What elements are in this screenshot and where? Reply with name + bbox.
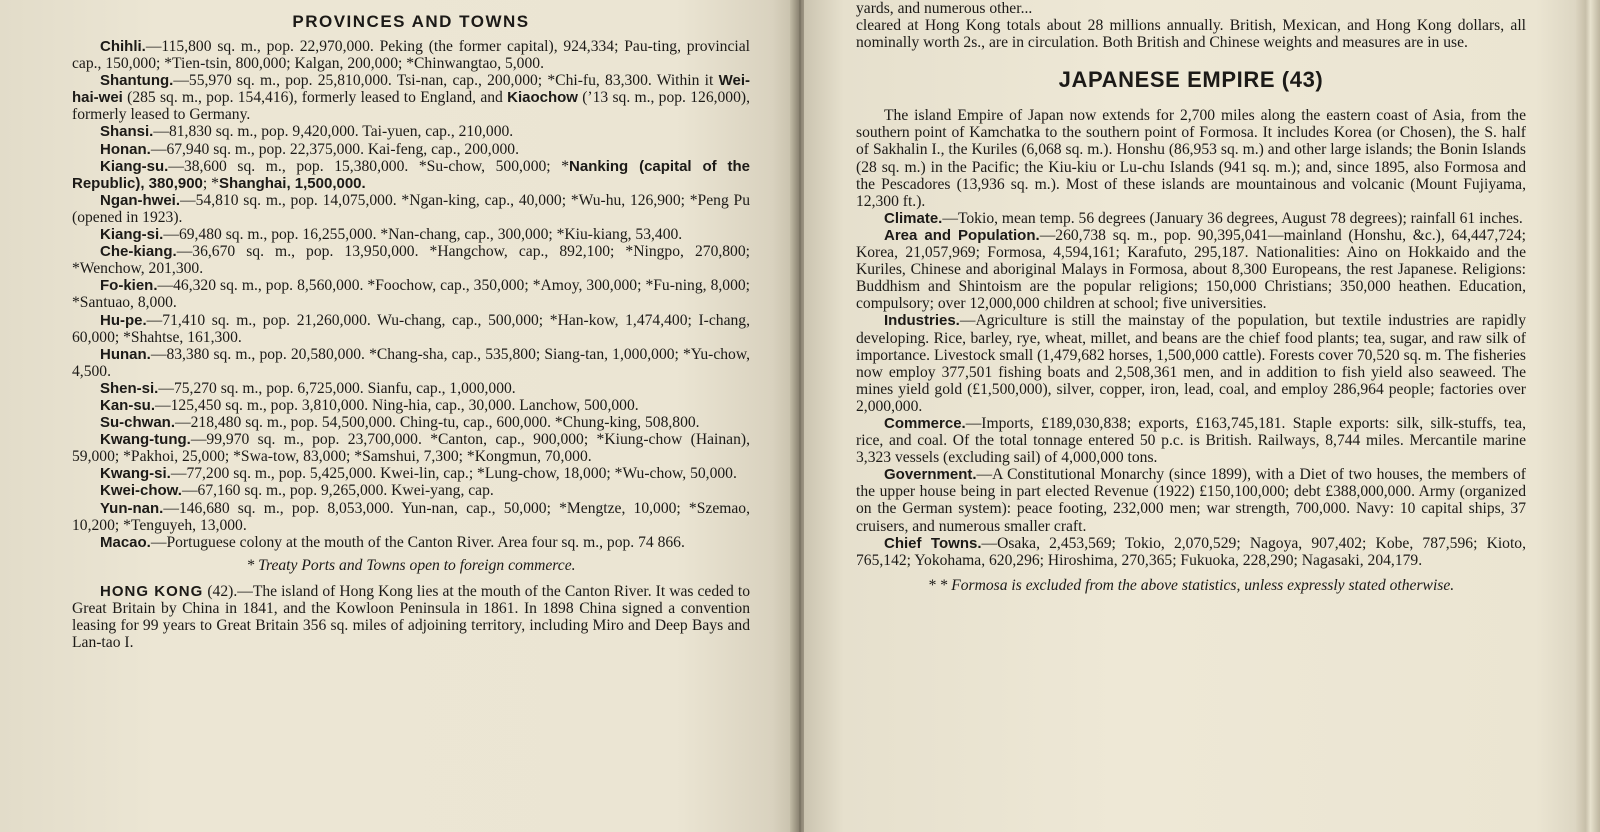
formosa-footnote: * * Formosa is excluded from the above statistics, unless expressly stated otherwise. bbox=[927, 576, 1455, 594]
province-entry: Kwang-tung.—99,970 sq. m., pop. 23,700,000. *Canton, cap., 900,000; *Kiung-chow (Hainan), 59,000; *Pakhoi, 25,000; *Swa-tow, 83,000; *Samshui, 7,300; *Kongmun, 70,000. bbox=[72, 431, 750, 466]
province-entry: Shansi.—81,830 sq. m., pop. 9,420,000. Tai-yuen, cap., 210,000. bbox=[100, 123, 514, 141]
right-page bbox=[804, 0, 1600, 832]
section-climate: Climate.—Tokio, mean temp. 56 degrees (January 36 degrees, August 78 degrees); rainfall 61 inches. bbox=[884, 209, 1523, 227]
province-entry: Kwang-si.—77,200 sq. m., pop. 5,425,000. Kwei-lin, cap.; *Lung-chow, 18,000; *Wu-chow, 50,000. bbox=[100, 465, 737, 483]
cut-off-top-line: yards, and numerous other... bbox=[856, 0, 1033, 17]
hong-kong-entry: HONG KONG (42).—The island of Hong Kong lies at the mouth of the Canton River. It was ceded to Great Britain by China in 1841, and the Kowloon Peninsula in 1861. In 1898 China signed a convention leasing for 99 years to Great Britain 356 sq. miles of adjoining territory, including Miro and Deep Bays and Lan-tao I. bbox=[72, 582, 751, 652]
japan-intro: The island Empire of Japan now extends for 2,700 miles along the eastern coast of Asia, from the southern point of Kamchatka to the southern point of Formosa. It includes Korea (or Chosen), the S. half of Sakhalin I., the Kuriles (6,068 sq. m.). Honshu (86,953 sq. m.) and other large islands; the Bonin Islands (28 sq. m.) in the Pacific; the Kiu-kiu or Lu-chu Islands (941 sq. m.); and, since 1895, also Formosa and the Pescadores (13,936 sq. m.). Most of these islands are mountainous and volcanic (Mount Fujiyama, 12,300 ft.). bbox=[856, 107, 1526, 210]
province-entry: Shantung.—55,970 sq. m., pop. 25,810,000. Tsi-nan, cap., 200,000; *Chi-fu, 83,300. Within it Wei-hai-wei (285 sq. m., pop. 154,416), formerly leased to England, and Kiaochow (’13 sq. m., pop. 126,000), formerly leased to Germany. bbox=[72, 72, 750, 124]
province-list bbox=[72, 38, 750, 551]
province-entry: Ngan-hwei.—54,810 sq. m., pop. 14,075,000. *Ngan-king, cap., 40,000; *Wu-hu, 126,900; *Peng Pu (opened in 1923). bbox=[72, 191, 750, 226]
section-chief-towns: Chief Towns.—Osaka, 2,453,569; Tokio, 2,070,529; Nagoya, 907,402; Kobe, 787,596; Kioto, 765,142; Yokohama, 620,296; Hiroshima, 270,365; Fukuoka, 228,290; Nagasaki, 204,179. bbox=[856, 534, 1526, 569]
province-entry: Macao.—Portuguese colony at the mouth of the Canton River. Area four sq. m., pop. 74 866. bbox=[100, 533, 685, 551]
hong-kong-continuation: cleared at Hong Kong totals about 28 millions annually. British, Mexican, and Hong Kong dollars, all nominally worth 2s., are in circulation. Both British and Chinese weights and measures are in use. bbox=[856, 17, 1526, 52]
province-entry: Kiang-su.—38,600 sq. m., pop. 15,380,000. *Su-chow, 500,000; *Nanking (capital of the Republic), 380,900; *Shanghai, 1,500,000. bbox=[72, 157, 750, 192]
section-commerce: Commerce.—Imports, £189,030,838; exports, £163,745,181. Staple exports: silk, silk-stuffs, tea, rice, and coal. Of the total tonnage entered 50 p.c. is British. Railways, 8,744 miles. Mercantile marine 3,323 vessels (excluding sail) of 4,000,000 tons. bbox=[856, 414, 1526, 467]
section-area-population: Area and Population.—260,738 sq. m., pop. 90,395,041—mainland (Honshu, &c.), 64,447,724; Korea, 21,057,969; Formosa, 4,594,161; Karafuto, 295,187. Nationalities: Aino on Hokkaido and the Kuriles, Chinese and aboriginal Malays in Formosa, about 8,300 Europeans, the rest Japanese. Religions: Buddhism and Shintoism are the popular religions; 150,000 Christians; 350,000 heathen. Education, compulsory; over 12,000,000 children at school; five universities. bbox=[856, 226, 1526, 313]
province-entry: Honan.—67,940 sq. m., pop. 22,375,000. Kai-feng, cap., 200,000. bbox=[100, 140, 519, 158]
province-entry: Kiang-si.—69,480 sq. m., pop. 16,255,000. *Nan-chang, cap., 300,000; *Kiu-kiang, 53,400. bbox=[100, 226, 683, 244]
section-government: Government.—A Constitutional Monarchy (since 1899), with a Diet of two houses, the members of the upper house being in part elected Revenue (1922) £150,100,000; debt £388,000,000. Army (organized on the German system): peace footing, 232,000 men; war strength, 700,000. Navy: 10 capital ships, 37 cruisers, and numerous smaller craft. bbox=[856, 466, 1526, 535]
treaty-ports-footnote: * Treaty Ports and Towns open to foreign commerce. bbox=[246, 556, 576, 574]
province-entry: Che-kiang.—36,670 sq. m., pop. 13,950,000. *Hangchow, cap., 892,100; *Ningpo, 270,800; *Wenchow, 201,300. bbox=[72, 243, 750, 278]
province-entry: Kwei-chow.—67,160 sq. m., pop. 9,265,000. Kwei-yang, cap. bbox=[100, 482, 494, 500]
left-page bbox=[0, 0, 796, 832]
provinces-heading: PROVINCES AND TOWNS bbox=[292, 12, 530, 31]
section-industries: Industries.—Agriculture is still the mainstay of the population, but textile industries are rapidly developing. Rice, barley, rye, wheat, millet, and beans are the chief food plants; tea, sugar, and raw silk of importance. Livestock small (1,479,682 horses, 1,500,000 cattle). Forests cover 70,520 sq. m. The fisheries now employ 377,501 fishing boats and 2,508,361 men, and in addition to fish yield also seaweed. The mines yield gold (£1,500,000), silver, copper, iron, lead, coal, and employ 286,964 people; factories over 2,000,000. bbox=[856, 312, 1526, 415]
province-entry: Fo-kien.—46,320 sq. m., pop. 8,560,000. *Foochow, cap., 350,000; *Amoy, 300,000; *Fu-ning, 8,000; *Santuao, 8,000. bbox=[72, 277, 750, 312]
japan-sections bbox=[856, 210, 1526, 569]
province-entry: Su-chwan.—218,480 sq. m., pop. 54,500,000. Ching-tu, cap., 600,000. *Chung-king, 508,800. bbox=[100, 414, 700, 432]
province-entry: Chihli.—115,800 sq. m., pop. 22,970,000. Peking (the former capital), 924,334; Pau-ting, provincial cap., 150,000; *Tien-tsin, 800,000; Kalgan, 200,000; *Chinwangtao, 5,000. bbox=[72, 38, 750, 73]
province-entry: Hu-pe.—71,410 sq. m., pop. 21,260,000. Wu-chang, cap., 500,000; *Han-kow, 1,474,400; I-chang, 60,000; *Shahtse, 161,300. bbox=[72, 311, 750, 346]
province-entry: Shen-si.—75,270 sq. m., pop. 6,725,000. Sianfu, cap., 1,000,000. bbox=[100, 379, 516, 397]
province-entry: Hunan.—83,380 sq. m., pop. 20,580,000. *Chang-sha, cap., 535,800; Siang-tan, 1,000,000; *Yu-chow, 4,500. bbox=[72, 345, 750, 380]
book-right-edge bbox=[1576, 0, 1600, 832]
province-entry: Kan-su.—125,450 sq. m., pop. 3,810,000. Ning-hia, cap., 30,000. Lanchow, 500,000. bbox=[100, 396, 639, 414]
province-entry: Yun-nan.—146,680 sq. m., pop. 8,053,000. Yun-nan, cap., 50,000; *Mengtze, 10,000; *Szemao, 10,200; *Tenguyeh, 13,000. bbox=[72, 499, 750, 534]
japanese-empire-heading: JAPANESE EMPIRE (43) bbox=[1058, 67, 1324, 93]
